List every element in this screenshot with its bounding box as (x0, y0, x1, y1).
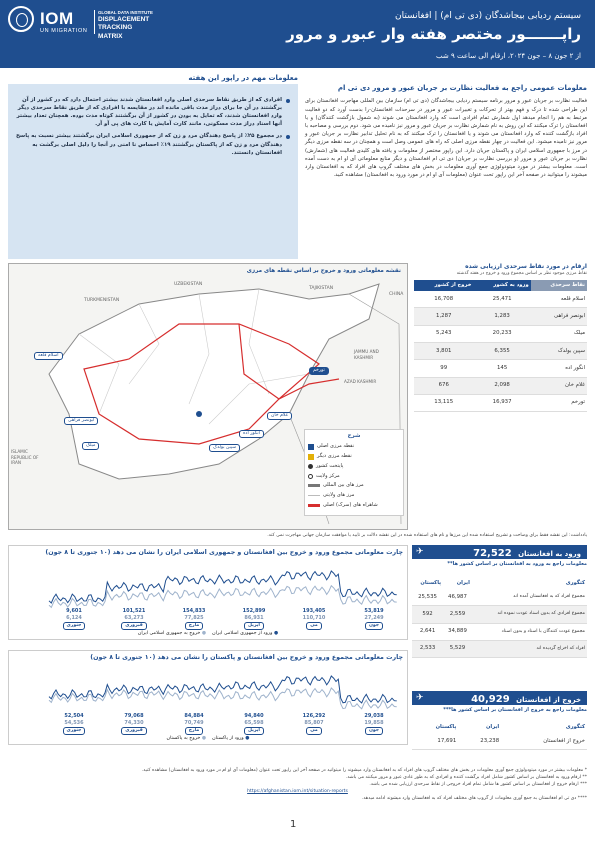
table-cell: اسلام قلعه (531, 291, 587, 308)
map-country-label: CHINA (389, 292, 404, 297)
month-summary: 9,601 6,124 جنوری (49, 608, 99, 630)
table-cell: سپین بولدک (531, 343, 587, 360)
date-range: از ۲ جون ۸ – جون ۲۰۲۴، ارقام الی ساعت ۹ شب (436, 52, 581, 60)
entry-label: ورود به افغانستان (518, 550, 581, 558)
table-row (414, 291, 587, 308)
legend-item: نقطه مرزی دیگر (308, 453, 400, 460)
table-cell: 1,283 (473, 308, 530, 325)
footnote: *** ارقام خروج از افغانستان بر اساس کشور ها شامل تمام افراد خروجی از نقاط سرحدی ارزیابی شده می باشد. (369, 781, 587, 787)
month-summary: 126,292 85,807 می (289, 713, 339, 735)
table-row (412, 623, 587, 640)
table-row (414, 377, 587, 394)
month-summary: 84,884 70,749 مارچ (169, 713, 219, 735)
legend-item: پایتخت کشور (308, 463, 400, 470)
col-point: نقاط سرحدی (531, 280, 587, 291)
month-summary: 193,405 110,710 می (289, 608, 339, 630)
legend-item: مرز های بین المللی (308, 482, 400, 489)
legend-item: مرز های ولایتی (308, 492, 400, 499)
table-cell: افراد که اخراج گردیده اند (472, 640, 587, 657)
key-info-box (8, 74, 298, 259)
table-row (414, 325, 587, 342)
border-table (414, 280, 587, 412)
footnotes (8, 768, 587, 802)
table-row (414, 343, 587, 360)
iom-wordmark: IOM (40, 9, 74, 28)
key-info-bullet: افرادی که از طریق نقاط سرحدی اصلی وارد افغانستان شدند بیشتر احتمال دارد که در کشور از آن برگشتند در آن جا برای دراز مدت باقی مانده اند در مقایسه با افرادی که از طریق نقاط سرحدی دیگر وارد افغانستان شدند، که تمایل به بودن در کشور از آن برگشتند کوتاه مدت بوده. همچنان تعداد بیشتر آنها اسناد دراز مدت مسکونی، مانند کارت آمایش یا کارت های پی آو آر. (16, 96, 290, 128)
table-cell: تورخم (531, 394, 587, 411)
border-table-section (414, 263, 587, 412)
footnote: ** ارقام ورود به افغانستان بر اساس کشور شامل افراد برگشت کننده و افرادی که به طور عادی عبور و مرور میکنند می باشد. (345, 774, 587, 780)
table-cell: انگور اده (531, 360, 587, 377)
exit-table: کتگوری ایران پاکستان خروج از افغانستان 23,238 17,691 (412, 722, 587, 750)
chart2-lines (9, 665, 407, 715)
table-cell: 592 (412, 606, 443, 623)
exit-total-bar (412, 691, 587, 705)
logo-divider (94, 10, 95, 34)
footnote-link[interactable]: https://afghanistan.iom.int/situation-reports (247, 788, 348, 794)
month-summary: 52,504 54,536 جنوری (49, 713, 99, 735)
map-country-label: TURKMENISTAN (84, 298, 120, 303)
footnote: * معلومات بیشتر در مورد میتودولوژی جمع آوری معلومات در بخش های مختلف گروپ های افراد که به افغانستان وارد میشوند را میتوانید در صفحه آخر این راپور تحت عنوان (معلومات آی او ام در مورد ورود به افغانستان) مشاهده کنید. (141, 768, 587, 773)
table-cell: 16,937 (473, 394, 530, 411)
border-table-subtitle: نقاط مرزی موجود نظر بر اساس مجموع ورود و خروج در هفته گذشته (456, 271, 587, 277)
legend-item: مرکز ولایت (308, 473, 400, 480)
col-pakistan: پاکستان (412, 578, 443, 589)
table-cell: 6,355 (473, 343, 530, 360)
col-category: کتگوری (472, 578, 587, 589)
table-cell: 3,801 (414, 343, 473, 360)
page-title: راپـــــــور مختصر هفته وار عبور و مرور (286, 25, 581, 43)
un-migration-label: UN MIGRATION (40, 28, 88, 34)
exit-label: خروج از افغانستان (516, 696, 581, 704)
map-country-label: AZAD KASHMIR (344, 379, 377, 384)
month-summary: 154,833 77,825 مارچ (169, 608, 219, 630)
exit-iran: 23,238 (458, 733, 501, 750)
month-summary: 79,068 74,330 فبروری (109, 713, 159, 735)
map-note: یادداشت: این نقشه فقط برای وضاحت و تشریح استفاده شده این مرزها و نام های استفاده شده در این نقشه دلالت بر تایید یا موافقت سازمان جهانی مهاجرت نمی کند. (267, 533, 587, 538)
crossing-label: تورخم (309, 367, 329, 375)
table-cell: 2,533 (412, 640, 443, 657)
table-cell: 46,987 (443, 589, 472, 606)
entry-total: 72,522 (473, 548, 512, 559)
table-cell: مجموع افراد که به افغانستان آمده اند (472, 589, 587, 606)
border-map (8, 263, 408, 530)
chart2-legend: ● ورود از پاکستان ● خروج به پاکستان (166, 735, 250, 741)
overview-section (305, 84, 587, 259)
chart2-title: چارت معلوماتی مجموع ورود و خروج بین افغانستان و پاکستان را نشان می دهد (۱۰ جنوری تا ۸ جون) (90, 654, 403, 661)
chart1-lines (9, 560, 407, 610)
table-cell: 20,233 (473, 325, 530, 342)
table-cell: غلام خان (531, 377, 587, 394)
table-row (414, 394, 587, 411)
map-legend (304, 429, 404, 516)
chart1-legend: ● ورود از جمهوری اسلامی ایران ● خروج به جمهوری اسلامی ایران (137, 630, 279, 636)
crossing-label: ابونصر فراهی (64, 417, 98, 425)
table-cell: 13,115 (414, 394, 473, 411)
table-cell: میلک (531, 325, 587, 342)
overview-body: فعالیت نظارت بر جریان عبور و مرور برنامه سیستم ردیابی بیجاشدگان (دی تی ام) سازمان بین المللی مهاجرت افغانستان برای این طراحی شده تا درک و فهم بهتر از تحرکات و تغییرات عبور و مرور در سرحدات افغانستان-را بدست آورد که دو فعالیت مرتبط به هم را انجام میدهد اول شمارش تمام افرادی است که وارد افغانستان می شوند (به شمول بازگشت کنندگان) و یا افغانستان را ترک میکنند که این روش به نام شمارش نظارت بر جریان عبور و مرور نیز نامیده می شود. دوم بررسی و مصاحبه با افراد بازگشت کننده که وارد افغانستان می شوند و یا افغانستان را ترک میکنند که به نام تحلیل تدابیر نظارت بر جریان عبور و مرور نیز نامیده میشود. این فعالیت در چهار نقطه مرزی اصلی که راه های عمومی وصل است و همچنان در سه نقطه مرزی دیگر در مرز با جمهوری اسلامی ایران و پاکستان جریان دارد. این راپور مختصر از معلومات و یافته های کلیدی فعالیت های (شمارش) نظارت بر جریان عبور و مرور (و بررسی نظارت بر جریان) دی تی ام افغانستان و دیگر منابع معلوماتی آی او ام به دست آمده است. معلومات بیشتر در مورد میتودولوژی جمع آوری معلومات در بخش های مختلف گروپ های افراد که به افغانستان وارد میشوند را میتوانید در صفحه آخر این راپور تحت عنوان (معلومات آی او ام در مورد ورود به افغانستان) مشاهده کنید. (305, 98, 587, 179)
map-title: نقشه معلوماتی ورود و خروج بر اساس نقطه های مرزی (246, 268, 401, 274)
entry-table (412, 578, 587, 658)
chart1-title: چارت معلوماتی مجموع ورود و خروج بین افغانستان و جمهوری اسلامی ایران را نشان می دهد (۱۰ جنوری تا ۸ جون) (45, 549, 403, 556)
table-cell: 676 (414, 377, 473, 394)
table-row (412, 589, 587, 606)
table-cell: 2,098 (473, 377, 530, 394)
header-subtitle: سیستم ردیابی بیجاشدگان (دی تی ام) | افغانستان (395, 11, 581, 21)
exit-sub: معلومات راجع به خروج از افغانستان بر اساس کشور ها*** (443, 707, 587, 713)
crossing-label: سپین بولدک (209, 444, 240, 452)
crossing-label: غلام خان (267, 412, 292, 420)
table-cell: 25,535 (412, 589, 443, 606)
table-cell: 99 (414, 360, 473, 377)
table-cell: 2,559 (443, 606, 472, 623)
table-cell: مجموع افرادی که بدون اسناد عودت نموده اند (472, 606, 587, 623)
exit-row-label: خروج از افغانستان (501, 733, 587, 750)
exit-total: 40,929 (471, 694, 510, 705)
crossing-label: اسلام قلعه (34, 352, 63, 360)
iran-flow-chart (8, 545, 408, 640)
table-cell: ابونصر فراهی (531, 308, 587, 325)
map-country-label: TAJIKISTAN (309, 286, 334, 291)
person-icon: ✈ (416, 547, 424, 557)
entry-sub: معلومات راجع به ورود به افغانستان بر اساس کشور ها** (447, 561, 587, 567)
table-cell: 25,471 (473, 291, 530, 308)
col-in: ورود به کشور (473, 280, 530, 291)
table-cell: 1,287 (414, 308, 473, 325)
table-row (414, 360, 587, 377)
table-cell: 16,708 (414, 291, 473, 308)
entry-total-bar (412, 545, 587, 559)
table-cell: 34,889 (443, 623, 472, 640)
legend-title: شرح (347, 433, 361, 439)
plane-icon: ✈ (416, 693, 424, 703)
page-number: 1 (290, 819, 297, 830)
iom-logo (8, 6, 158, 46)
table-cell: مجموع عودت کنندگان با اسناد و بدون اسناد (472, 623, 587, 640)
col-iran: ایران (443, 578, 472, 589)
dtm-logo: GLOBAL DATA INSTITUTE DISPLACEMENT TRACKING MATRIX (98, 10, 153, 40)
exit-pakistan: 17,691 (412, 733, 458, 750)
pakistan-flow-chart (8, 650, 408, 745)
month-summary: 53,819 27,249 جون (349, 608, 399, 630)
un-globe-icon (8, 6, 34, 32)
table-cell: 5,243 (414, 325, 473, 342)
map-country-label: ISLAMIC REPUBLIC OF IRAN (11, 449, 39, 466)
crossing-label: انگور اده (239, 430, 264, 438)
overview-title: معلومات عمومی راجع به فعالیت نظارت بر جریان عبور و مرور دی تی ام (337, 84, 587, 92)
map-country-label: UZBEKISTAN (174, 282, 203, 287)
month-summary: 94,840 65,598 اپریل (229, 713, 279, 735)
key-info-title: معلومات مهم در راپور این هفته (188, 74, 298, 82)
month-summary: 101,521 63,273 فبروری (109, 608, 159, 630)
table-cell: 145 (473, 360, 530, 377)
legend-item: نقطه مرزی اصلی (308, 443, 400, 450)
map-country-label: JAMMU AND KASHMIR (354, 349, 379, 360)
col-out: خروج از کشور (414, 280, 473, 291)
table-row (412, 640, 587, 657)
month-summary: 152,899 86,931 اپریل (229, 608, 279, 630)
table-cell: 2,641 (412, 623, 443, 640)
table-row (414, 308, 587, 325)
crossing-label: میلک (82, 442, 99, 450)
legend-item: شاهراه های (سرک) اصلی (308, 502, 400, 509)
key-info-bullet: در مجموع ۲۵٪ از پاسخ دهندگان مرد و زن که از جمهوری اسلامی ایران برگشتند بیشتر نسبت به پاسخ دهندگان مرد و زن که از پاکستان برگشتند ۱۹٪ احساس نا امنی در آنجا را دلیل اصلی برگشت به افغانستان دانستند. (16, 132, 290, 156)
border-table-title: ارقام در مورد نقاط سرحدی ارزیابی شده (465, 263, 587, 270)
table-cell: 5,529 (443, 640, 472, 657)
month-summary: 29,038 19,858 جون (349, 713, 399, 735)
table-row (412, 606, 587, 623)
report-header (0, 0, 595, 68)
footnote: **** دی تی ام افغانستان به جمع آوری معلومات از گروپ های مختلف افراد که به افغانستان وارد میشوند ادامه میدهد. (361, 795, 587, 801)
